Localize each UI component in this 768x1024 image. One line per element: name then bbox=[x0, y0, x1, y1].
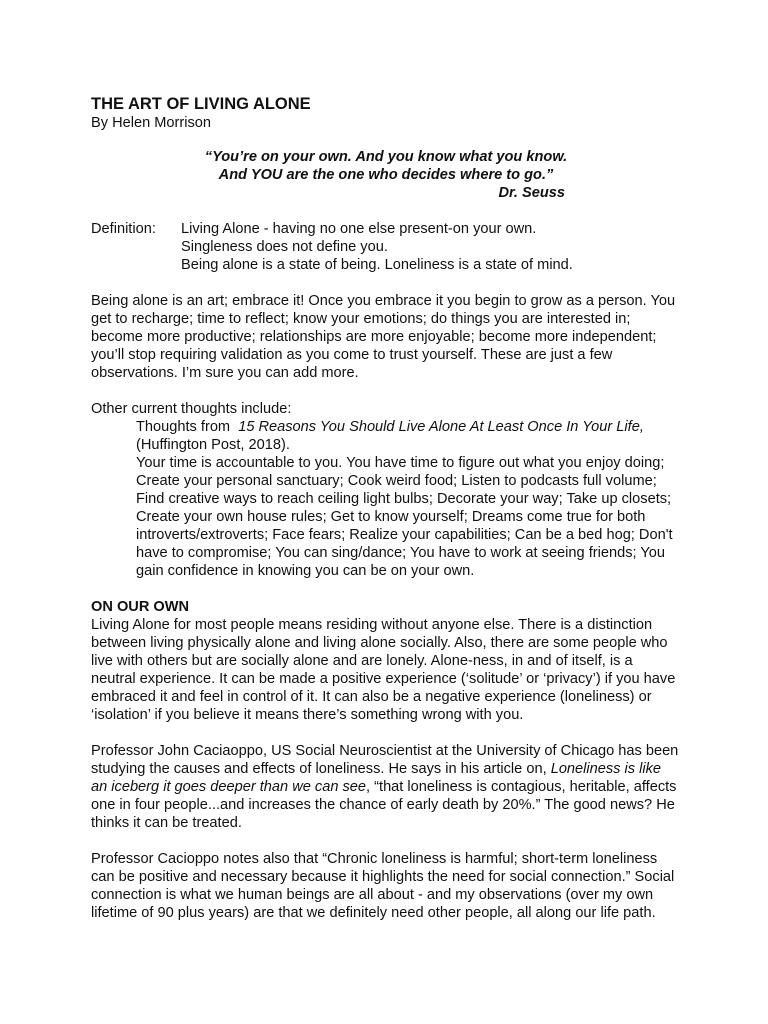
thoughts-source-title: 15 Reasons You Should Live Alone At Least Once In Your Life, bbox=[238, 419, 644, 435]
thoughts-list: Your time is accountable to you. You have time to figure out what you enjoy doing; Create your personal sanctuary; Cook weird food; Listen to podcasts full volume; Find creative ways to reach ceiling light bulbs; Decorate your way; Take up closets; Create your own house rules; Get to know yourself; Dreams come true for both introverts/extroverts; Face fears; Realize your capabilities; Can be a bed hog; Don't have to compromise; You can sing/dance; You have to work at seeing friends; You gain confidence in knowing you can be on your own. bbox=[136, 455, 673, 579]
thoughts-source bbox=[91, 418, 681, 580]
byline: By Helen Morrison bbox=[91, 115, 212, 131]
definition-lines bbox=[181, 220, 573, 274]
final-paragraph: Professor Cacioppo notes also that “Chronic loneliness is harmful; short-term loneliness can be positive and necessary because it highlights the need for social connection.” Social connection is what we human beings are all about - and my observations (over my own lifetime of 90 plus years) are that we definitely need other people, all along our life path. bbox=[91, 851, 675, 921]
definition-line: Living Alone - having no one else present-on your own. bbox=[181, 221, 537, 237]
definition-line: Being alone is a state of being. Loneliness is a state of mind. bbox=[181, 257, 573, 273]
intro-paragraph: Being alone is an art; embrace it! Once you embrace it you begin to grow as a person. You get to recharge; time to reflect; know your emotions; do things you are interested in; become more productive; relationships are more enjoyable; become more independent; you’ll stop requiring validation as you come to trust yourself. These are just a few observations. I’m sure you can add more. bbox=[91, 293, 676, 381]
quote-author: Dr. Seuss bbox=[498, 185, 565, 201]
definition-block bbox=[91, 220, 681, 274]
cacioppo-after: , “that loneliness is contagious, heritable, affects one in four people...and increases the chance of early death by 20%.” The good news? He thinks it can be treated. bbox=[91, 779, 677, 831]
quote-line-2: And YOU are the one who decides where to go.” bbox=[218, 167, 554, 183]
thoughts-source-citation: (Huffington Post, 2018). bbox=[136, 437, 290, 453]
epigraph-quote bbox=[91, 148, 681, 202]
section-heading: ON OUR OWN bbox=[91, 599, 190, 615]
thoughts-source-prefix: Thoughts from bbox=[136, 419, 239, 435]
document-title: THE ART OF LIVING ALONE bbox=[91, 95, 311, 113]
other-thoughts-block bbox=[91, 400, 681, 580]
definition-line: Singleness does not define you. bbox=[181, 239, 388, 255]
cacioppo-paragraph bbox=[91, 742, 681, 832]
section-paragraph: Living Alone for most people means residing without anyone else. There is a distinction between living physically alone and living alone socially. Also, there are some people who live with others but are socially alone and are lonely. Alone-ness, in and of itself, is a neutral experience. It can be made a positive experience (‘solitude’ or ‘privacy’) if you have embraced it and feel in control of it. It can also be a negative experience (loneliness) or ‘isolation’ if you believe it means there’s something wrong with you. bbox=[91, 617, 676, 723]
definition-label: Definition: bbox=[91, 221, 156, 237]
quote-line-1: “You’re on your own. And you know what you know. bbox=[204, 149, 568, 165]
other-thoughts-intro: Other current thoughts include: bbox=[91, 401, 292, 417]
document-page bbox=[91, 94, 681, 922]
article-title: Loneliness is like an iceberg it goes deeper than we can see bbox=[91, 761, 662, 795]
cacioppo-before: Professor John Caciaoppo, US Social Neuroscientist at the University of Chicago has been studying the causes and effects of loneliness. He says in his article on, bbox=[91, 743, 679, 777]
